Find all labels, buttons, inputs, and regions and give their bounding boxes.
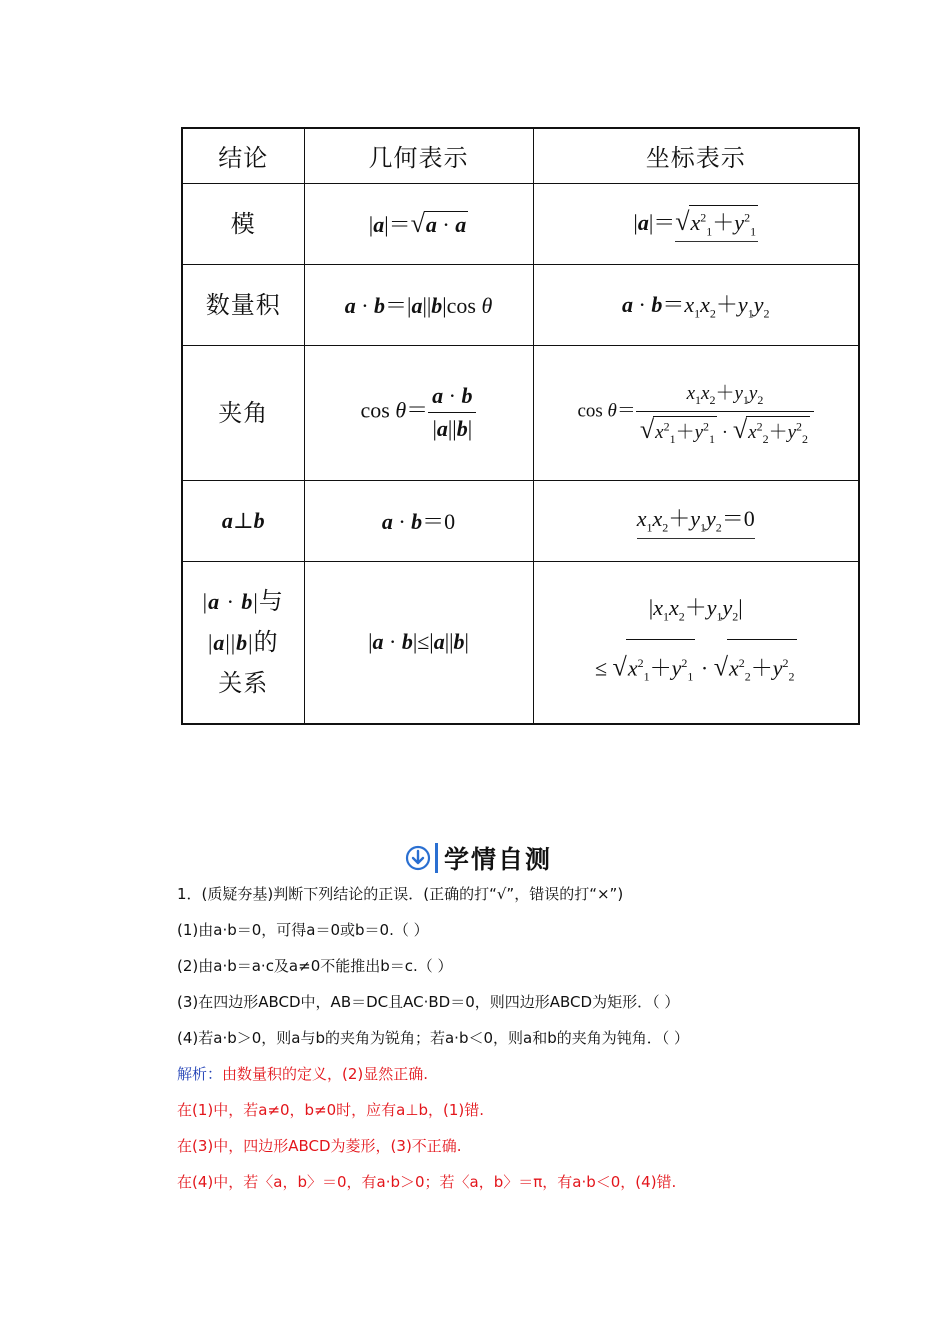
table-row bbox=[182, 561, 859, 724]
row-label-perpendicular: a⊥b bbox=[182, 480, 304, 561]
section-title: 学情自测 bbox=[444, 845, 553, 874]
table-header-row bbox=[182, 128, 859, 183]
analysis-label: 解析： bbox=[177, 1065, 223, 1083]
answer-3: 在(3)中，四边形ABCD为菱形，(3)不正确. bbox=[177, 1137, 462, 1155]
relation-coordinate-formula: $|x_1x_2+y_1y_2|$ ≤ $√x^2_1+y^2_1 \cdot √x^2_2+y^2_2$ bbox=[533, 561, 859, 724]
question-1: 1．(质疑夯基)判断下列结论的正误．(正确的打“√”，错误的打“×”) bbox=[177, 885, 624, 903]
section-header bbox=[405, 838, 552, 878]
table-row bbox=[182, 264, 859, 345]
dot-product-geometric-formula: a · b＝|a||b|cos θ bbox=[304, 264, 533, 345]
down-arrow-circle-icon bbox=[405, 845, 431, 871]
row-label-dot-product: 数量积 bbox=[182, 264, 304, 345]
section-divider bbox=[435, 843, 438, 873]
perpendicular-geometric-formula: a · b＝0 bbox=[304, 480, 533, 561]
answer-1: 在(1)中，若a≠0，b≠0时，应有a⊥b，(1)错. bbox=[177, 1101, 484, 1119]
dot-product-coordinate-formula: $a \cdot b=x_1x_2+y_1y_2$ bbox=[533, 264, 859, 345]
relation-geometric-formula: |a · b|≤|a||b| bbox=[304, 561, 533, 724]
table-row bbox=[182, 480, 859, 561]
question-item-2: (2)由a·b＝a·c及a≠0不能推出b＝c.（ ） bbox=[177, 957, 453, 975]
question-item-4: (4)若a·b＞0，则a与b的夹角为锐角；若a·b＜0，则a和b的夹角为钝角．（ ） bbox=[177, 1029, 689, 1047]
row-label-relation: |a · b|与 |a||b|的 关系 bbox=[182, 561, 304, 724]
formula-table bbox=[181, 127, 860, 725]
row-label-modulus: 模 bbox=[182, 183, 304, 264]
angle-geometric-formula: cos θ＝ $\frac{a \cdot b}{|a||b|}$ bbox=[304, 345, 533, 480]
modulus-coordinate-formula: $|a|=√x^2_1+y^2_1$ bbox=[533, 183, 859, 264]
perpendicular-coordinate-formula: $x_1x_2+y_1y_2=0$ bbox=[533, 480, 859, 561]
header-geometric: 几何表示 bbox=[304, 128, 533, 183]
question-item-3: (3)在四边形ABCD中，AB＝DC且AC·BD＝0，则四边形ABCD为矩形．（ ） bbox=[177, 993, 680, 1011]
row-label-angle: 夹角 bbox=[182, 345, 304, 480]
header-coordinate: 坐标表示 bbox=[533, 128, 859, 183]
table-row bbox=[182, 183, 859, 264]
analysis bbox=[177, 1063, 428, 1084]
header-conclusion: 结论 bbox=[182, 128, 304, 183]
angle-coordinate-formula: cos θ＝ $\frac{x_1x_2+y_1y_2}{√x^2_1+y^2_1 \cdot √x^2_2+y^2_2}$ bbox=[533, 345, 859, 480]
modulus-geometric-formula: |a|＝√a · a bbox=[304, 183, 533, 264]
question-item-1: (1)由a·b＝0，可得a＝0或b＝0.（ ） bbox=[177, 921, 429, 939]
table-row bbox=[182, 345, 859, 480]
answer-4: 在(4)中，若〈a，b〉＝0，有a·b＞0；若〈a，b〉＝π，有a·b＜0，(4)错. bbox=[177, 1173, 677, 1191]
analysis-text: 由数量积的定义，(2)显然正确. bbox=[222, 1065, 429, 1083]
